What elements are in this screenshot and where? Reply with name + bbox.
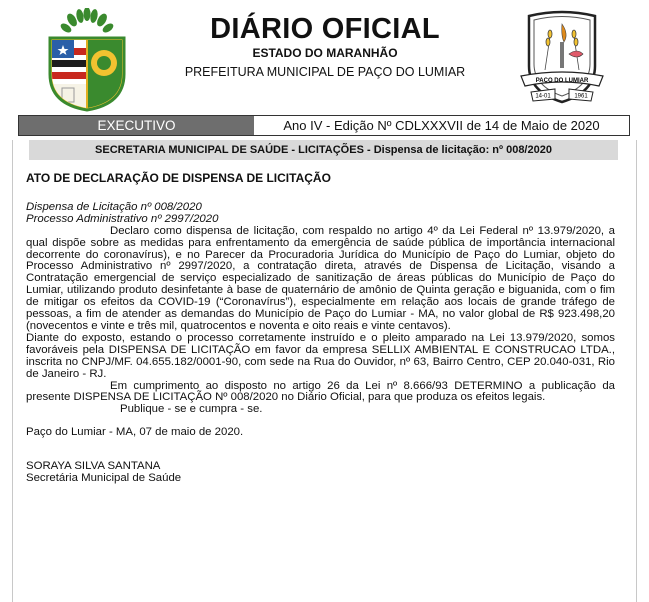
- title-block: [140, 14, 510, 79]
- city-seal-icon: [517, 6, 607, 110]
- section-title: SECRETARIA MUNICIPAL DE SAÚDE - LICITAÇÕES - Dispensa de licitação: nº 008/2020: [29, 140, 618, 160]
- page-frame-right: [636, 140, 637, 602]
- signer-name: SORAYA SILVA SANTANA: [26, 460, 161, 473]
- state-name: ESTADO DO MARANHÃO: [252, 46, 398, 60]
- document-heading: ATO DE DECLARAÇÃO DE DISPENSA DE LICITAÇÃO: [26, 171, 331, 185]
- header: [0, 0, 649, 115]
- city-seal-year-left: 14-01: [535, 93, 551, 100]
- edition-section-label: EXECUTIVO: [19, 116, 254, 135]
- edition-bar: [18, 115, 630, 136]
- dispensa-number: Dispensa de Licitação nº 008/2020: [26, 200, 202, 213]
- paragraph-determination: Em cumprimento ao disposto no artigo 26 da Lei nº 8.666/93 DETERMINO a publicação da presente DISPENSA DE LICITAÇÃO Nº 008/2020 no Diário Oficial, para que produza os efeitos legais.: [26, 379, 615, 404]
- processo-number: Processo Administrativo nº 2997/2020: [26, 212, 219, 225]
- state-coat-of-arms-icon: [42, 8, 132, 112]
- publication-order: Publique - se e cumpra - se.: [120, 403, 263, 416]
- paragraph-justification: Diante do exposto, estando o processo corretamente instruído e o pleito amparado na Lei 13.979/2020, somos favoráveis pela DISPENSA DE LICITAÇÃO em favor da empresa SELLIX AMBIENTAL E CONSTRUCAO LTDA., inscrita no CNPJ/MF. 04.655.182/0001-90, com sede na Rua do Ouvidor, nº 63, Bairro Centro, CEP 20.040-031, Rio de Janeiro - RJ.: [26, 331, 615, 380]
- document-body: [26, 173, 615, 485]
- place-and-date: Paço do Lumiar - MA, 07 de maio de 2020.: [26, 426, 244, 439]
- city-seal-ribbon-text: PAÇO DO LUMIAR: [535, 78, 589, 84]
- city-seal-year-right: 1961: [574, 93, 588, 100]
- signer-role: Secretária Municipal de Saúde: [26, 472, 182, 485]
- newspaper-title: DIÁRIO OFICIAL: [210, 13, 440, 45]
- page-frame-left: [12, 140, 13, 602]
- prefecture-name: PREFEITURA MUNICIPAL DE PAÇO DO LUMIAR: [184, 65, 466, 79]
- paragraph-declaration: Declaro como dispensa de licitação, com respaldo no artigo 4º da Lei Federal nº 13.979/2020, a qual dispõe sobre as medidas para enfrentamento da emergência de saúde pública de importância internacional decorrente do coronavírus), e no Parecer da Procuradoria Jurídica do Município de Paço do Lumiar, objeto do Processo Administrativo nº 2997/2020, a contratação direta, através de Dispensa de Licitação, visando a Contratação emergencial de serviço especializado de sanitização de áreas públicas do Município de Paço do Lumiar, utilizando produto desinfetante à base de quaternário de amônio de Quinta geração e biguanida, com o fim de mitigar os efeitos da COVID-19 (“Coronavírus”), especialmente em relação aos locais de grande tráfego de pessoas, a fim de atender as demandas do Município de Paço do Lumiar - MA, no valor global de R$ 923.498,20 (novecentos e vinte e três mil, quatrocentos e noventa e oito reais e vinte centavos).: [26, 224, 615, 332]
- edition-info: Ano IV - Edição Nº CDLXXXVII de 14 de Maio de 2020: [283, 118, 600, 133]
